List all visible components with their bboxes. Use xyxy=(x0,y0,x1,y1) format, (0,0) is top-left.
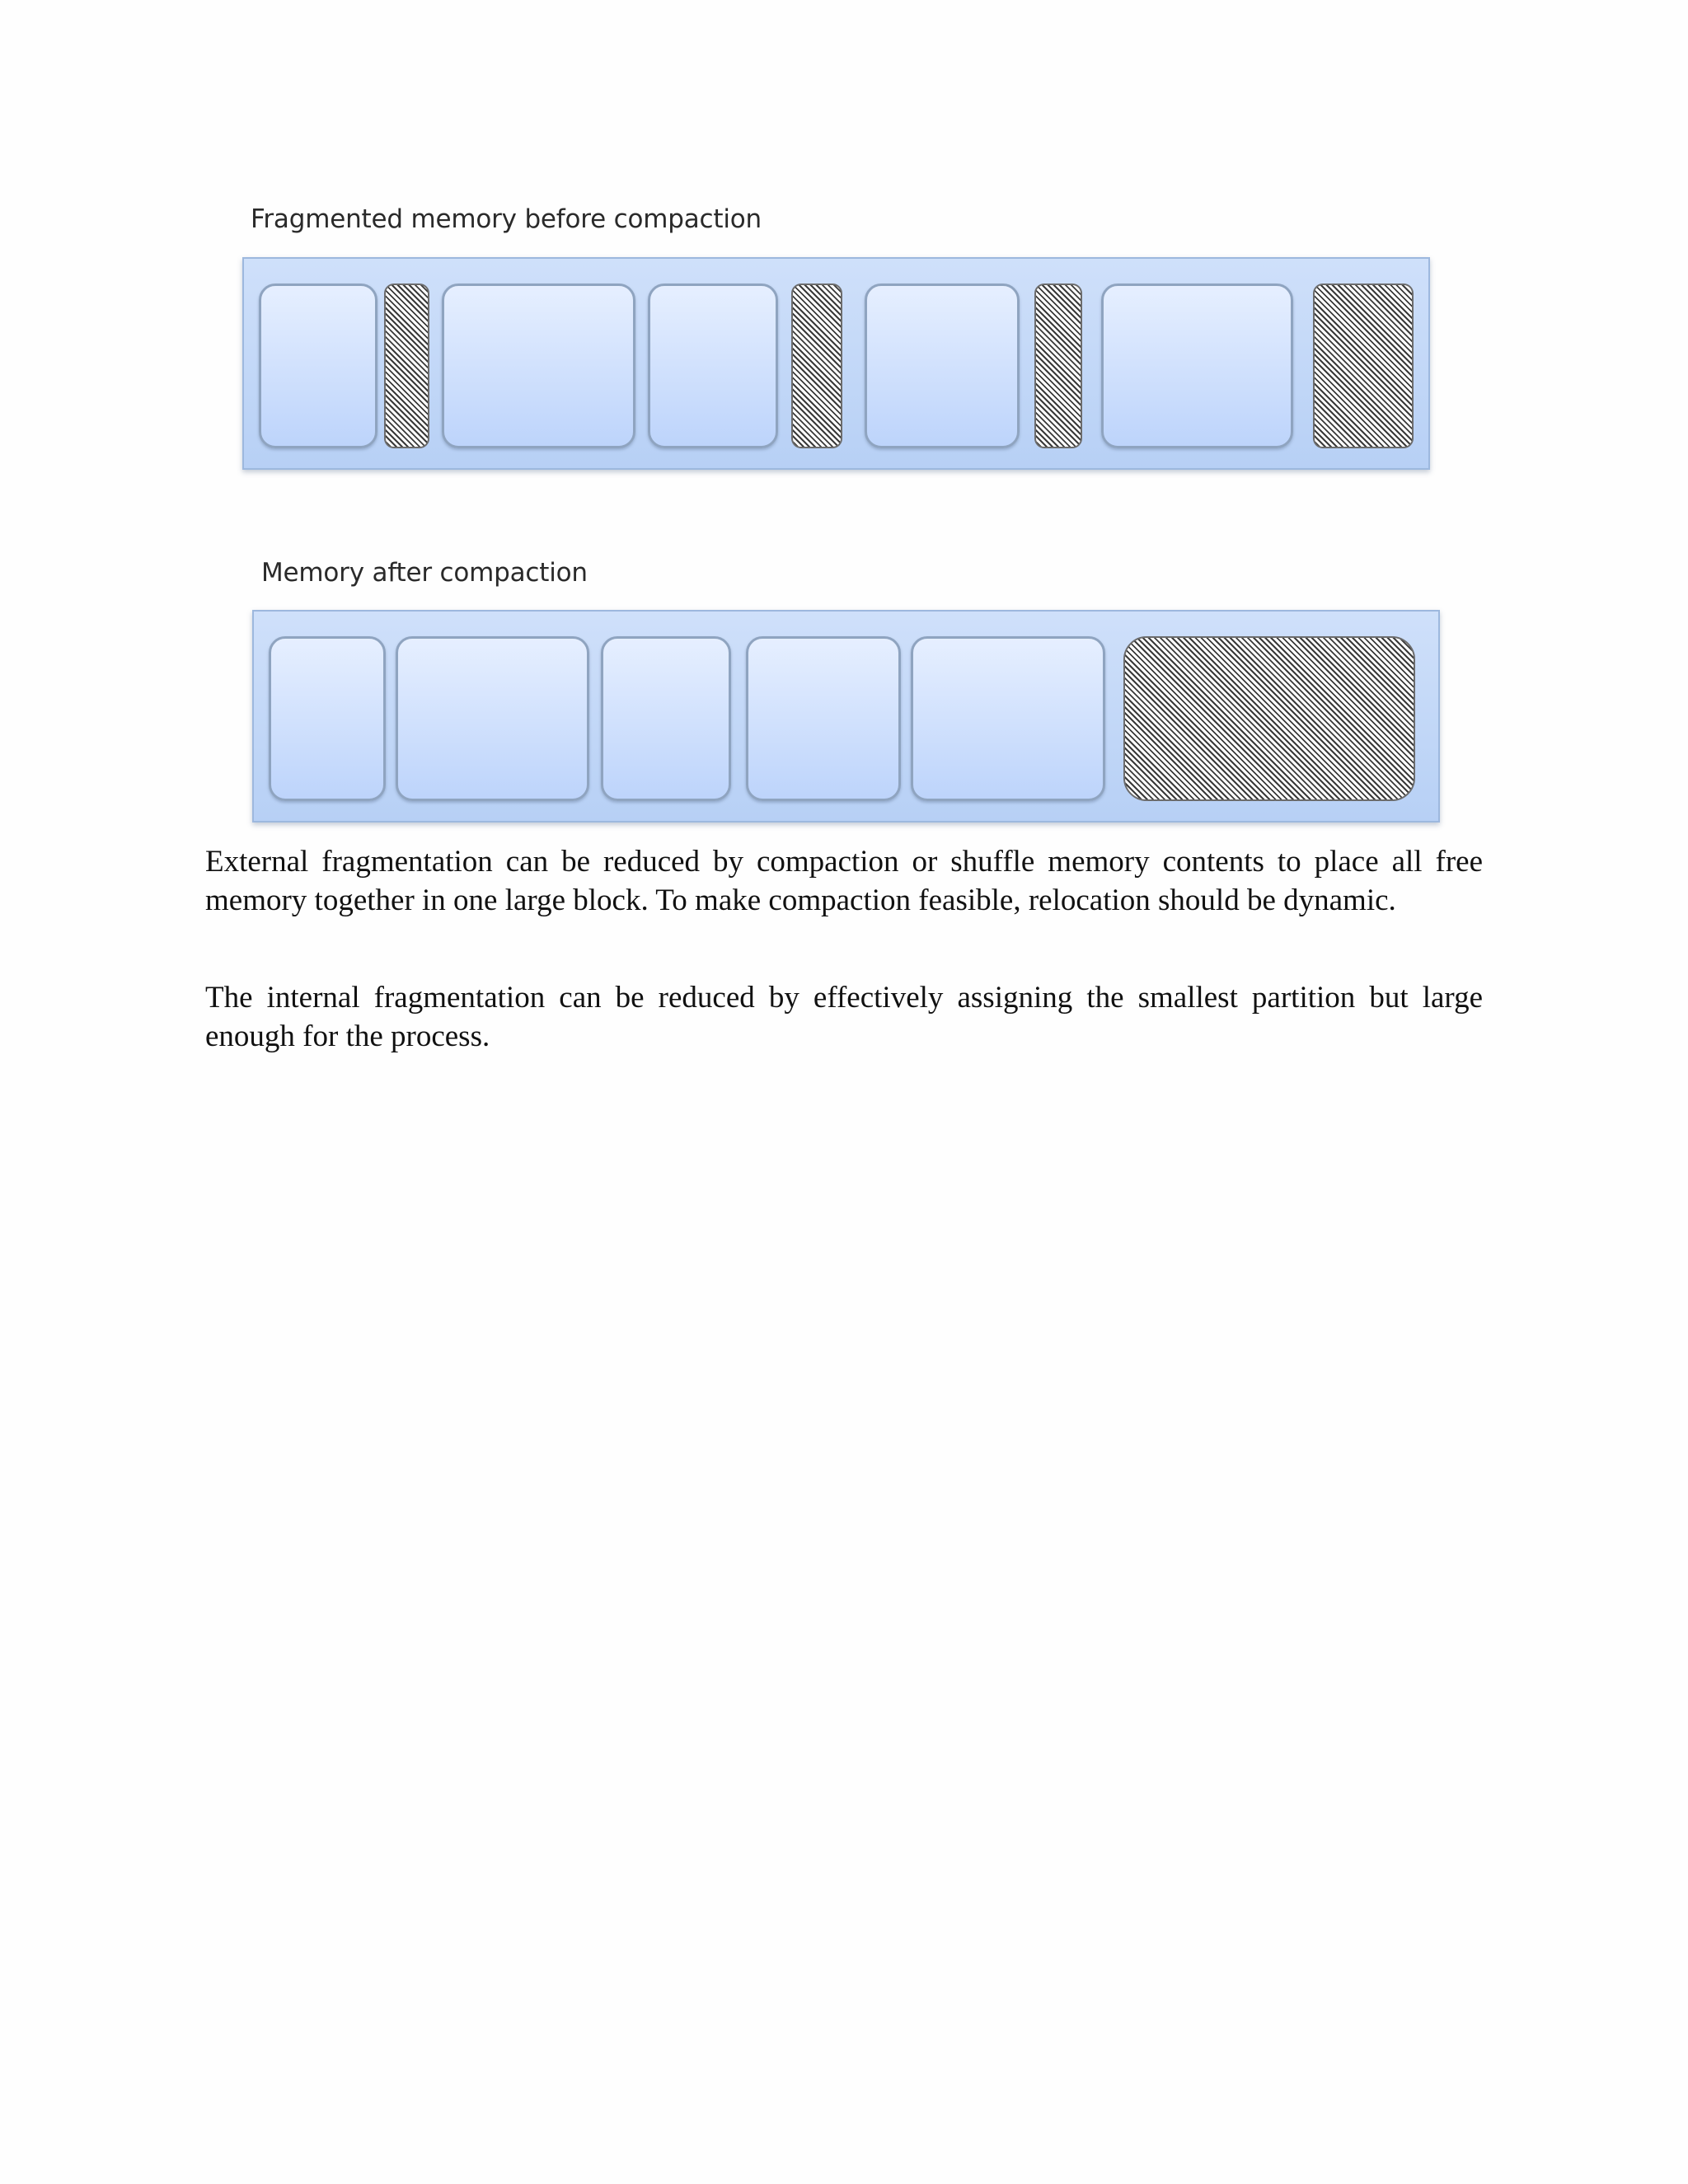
allocated-block xyxy=(396,636,589,801)
free-hole xyxy=(1313,284,1414,448)
memory-strip-after-compaction xyxy=(252,610,1440,823)
allocated-block xyxy=(911,636,1105,801)
allocated-block xyxy=(1101,284,1293,448)
free-hole xyxy=(1034,284,1082,448)
allocated-block xyxy=(601,636,731,801)
paragraph-internal-fragmentation: The internal fragmentation can be reduced by effectively assigning the smallest partition but large enough for the process. xyxy=(205,981,1483,1053)
memory-strip-before-compaction xyxy=(242,257,1430,470)
allocated-block xyxy=(648,284,778,448)
allocated-block xyxy=(269,636,386,801)
figure-caption-after: Memory after compaction xyxy=(261,558,588,588)
paragraph-external-fragmentation: External fragmentation can be reduced by compaction or shuffle memory contents to place all free memory together in one large block. To make compaction feasible, relocation should be dynamic. xyxy=(205,845,1483,917)
allocated-block xyxy=(259,284,377,448)
free-space-block xyxy=(1123,636,1415,801)
allocated-block xyxy=(442,284,635,448)
allocated-block xyxy=(746,636,901,801)
allocated-block xyxy=(865,284,1020,448)
free-hole xyxy=(384,284,429,448)
figure-caption-before: Fragmented memory before compaction xyxy=(251,204,762,234)
free-hole xyxy=(791,284,842,448)
